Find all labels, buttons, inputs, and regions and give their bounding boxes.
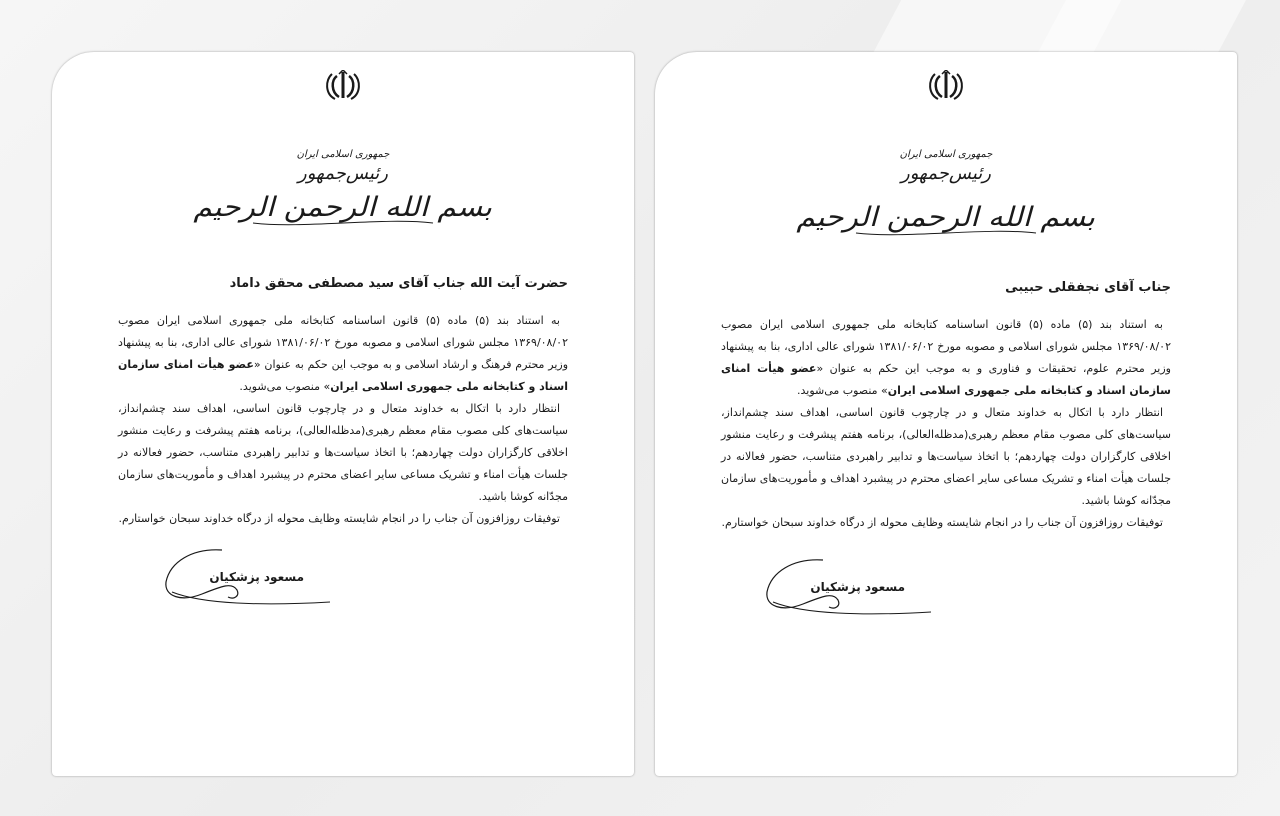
paragraph-appointment: به استناد بند (۵) ماده (۵) قانون اساسنامه کتابخانه ملی جمهوری اسلامی ایران مصوب ۱۳۶۹/۰۸/۰۲ مجلس شورای اسلامی و مصوبه مورخ ۱۳۸۱/۰۶/۰۲ شورای عالی اداری، بنا به پیشنهاد وزیر محترم علوم، تحقیقات و فناوری و به موجب این حکم به عنوان «عضو هیأت امنای سازمان اسناد و کتابخانه ملی جمهوری اسلامی ایران» منصوب می‌شوید. (721, 318, 1171, 397)
signer-name: مسعود پزشکیان (810, 580, 905, 594)
signature-block (763, 552, 933, 642)
paragraph-closing: توفیقات روزافزون آن جناب را در انجام شایسته وظایف محوله از درگاه خداوند سبحان خواستارم. (118, 512, 560, 525)
letterhead-country: جمهوری اسلامی ایران (899, 149, 993, 160)
letterhead-country: جمهوری اسلامی ایران (296, 149, 390, 160)
letter-page-right (655, 52, 1237, 776)
letterhead-office: رئیس‌جمهور (901, 163, 991, 184)
iran-emblem-icon (323, 70, 363, 102)
bismillah (655, 202, 1237, 239)
appointment-title: عضو هیأت امنای سازمان اسناد و کتابخانه ملی جمهوری اسلامی ایران (721, 362, 1171, 397)
appointment-title: عضو هیأت امنای سازمان اسناد و کتابخانه ملی جمهوری اسلامی ایران (118, 358, 568, 393)
paragraph-closing: توفیقات روزافزون آن جناب را در انجام شایسته وظایف محوله از درگاه خداوند سبحان خواستارم. (721, 516, 1163, 529)
paragraph-expectations: انتظار دارد با اتکال به خداوند متعال و در چارچوب قانون اساسی، اهداف سند چشم‌انداز، سیاست‌های کلی مصوب مقام معظم رهبری(مدظله‌العالی)، برنامه هفتم پیشرفت و رعایت منشور اخلاقی کارگزاران دولت چهاردهم؛ با اتخاذ سیاست‌ها و تدابیر راهبردی متناسب، حضور فعالانه در جلسات هیأت امناء و تشریک مساعی سایر اعضای محترم در پیشبرد اهداف و مأموریت‌های سازمان مجدّانه کوشا باشید. (721, 406, 1171, 507)
signature-block (162, 542, 332, 632)
letter-body (721, 314, 1171, 534)
letter-body (118, 310, 568, 530)
iran-emblem-icon (926, 70, 966, 102)
bismillah-text: بسم الله الرحمن الرحیم (796, 202, 1096, 233)
signer-name: مسعود پزشکیان (209, 570, 304, 584)
paragraph-expectations: انتظار دارد با اتکال به خداوند متعال و در چارچوب قانون اساسی، اهداف سند چشم‌انداز، سیاست‌های کلی مصوب مقام معظم رهبری(مدظله‌العالی)، برنامه هفتم پیشرفت و رعایت منشور اخلاقی کارگزاران دولت چهاردهم؛ با اتخاذ سیاست‌ها و تدابیر راهبردی متناسب، حضور فعالانه در جلسات هیأت امناء و تشریک مساعی سایر اعضای محترم در پیشبرد اهداف و مأموریت‌های سازمان مجدّانه کوشا باشید. (118, 402, 568, 503)
letterhead (655, 148, 1237, 186)
signature-stroke (162, 542, 332, 632)
bismillah-text: بسم الله الرحمن الرحیم (193, 192, 493, 223)
salutation: حضرت آیت الله جناب آقای سید مصطفی محقق داماد (229, 276, 568, 291)
letter-page-left (52, 52, 634, 776)
paragraph-appointment: به استناد بند (۵) ماده (۵) قانون اساسنامه کتابخانه ملی جمهوری اسلامی ایران مصوب ۱۳۶۹/۰۸/۰۲ مجلس شورای اسلامی و مصوبه مورخ ۱۳۸۱/۰۶/۰۲ شورای عالی اداری، بنا به پیشنهاد وزیر محترم فرهنگ و ارشاد اسلامی و به موجب این حکم به عنوان «عضو هیأت امنای سازمان اسناد و کتابخانه ملی جمهوری اسلامی ایران» منصوب می‌شوید. (118, 314, 569, 393)
signature-stroke (763, 552, 933, 642)
salutation: جناب آقای نجفقلی حبیبی (1005, 280, 1171, 295)
letterhead-office: رئیس‌جمهور (298, 163, 388, 184)
bismillah (52, 192, 634, 229)
letterhead (52, 148, 634, 186)
